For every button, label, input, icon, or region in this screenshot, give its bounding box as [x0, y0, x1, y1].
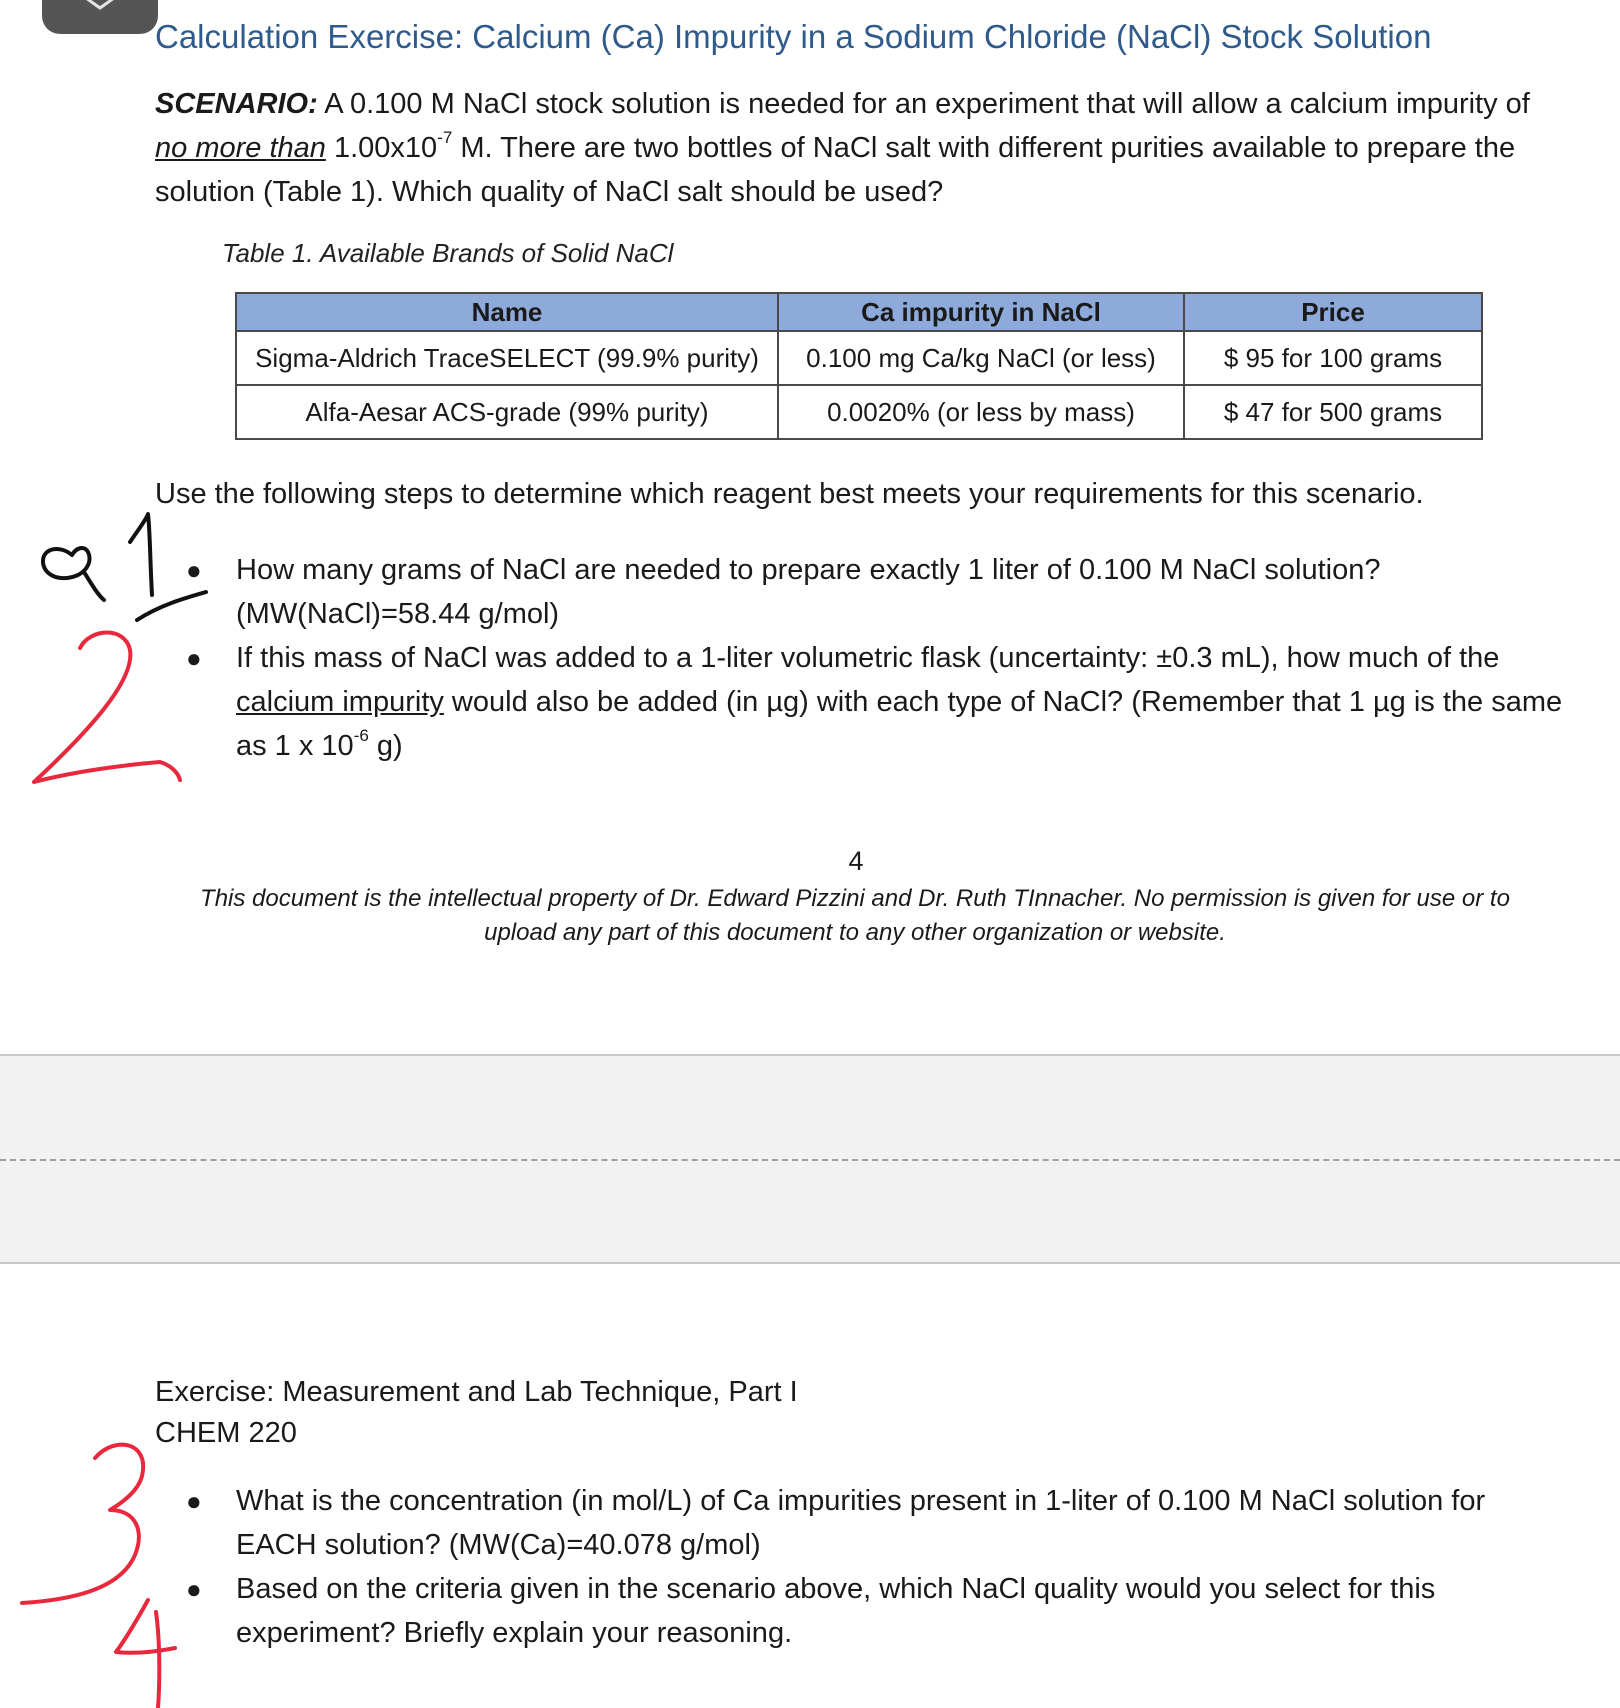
question-underlined: calcium impurity	[236, 686, 444, 718]
bullet: ●	[186, 1486, 202, 1516]
question-exponent: -6	[353, 726, 369, 746]
document-title: Calculation Exercise: Calcium (Ca) Impurity in a Sodium Chloride (NaCl) Stock Solution	[155, 18, 1432, 55]
question-text-b: would also be added (in µg) with each type of NaCl? (Remember that 1 µg is the same as 1 x 10	[236, 686, 1563, 762]
page-number: 4	[848, 846, 864, 876]
bullet: ●	[186, 1574, 202, 1604]
question-text: What is the concentration (in mol/L) of Ca impurities present in 1-liter of 0.100 M NaCl solution for EACH solution? (MW(Ca)=40.078 g/mol)	[236, 1485, 1486, 1561]
question-text-c: g)	[368, 730, 403, 762]
question-text: How many grams of NaCl are needed to prepare exactly 1 liter of 0.100 M NaCl solution? (MW(NaCl)=58.44 g/mol)	[236, 554, 1381, 630]
handwritten-4-mark	[116, 1600, 175, 1708]
scenario-exponent: -7	[437, 128, 453, 148]
table-cell: 0.100 mg Ca/kg NaCl (or less)	[778, 331, 1184, 385]
handwritten-q1-mark	[43, 514, 206, 620]
table-cell: Sigma-Aldrich TraceSELECT (99.9% purity)	[236, 331, 778, 385]
table-cell: $ 95 for 100 grams	[1184, 331, 1482, 385]
exercise-title: Exercise: Measurement and Lab Technique, Part I	[155, 1376, 798, 1408]
bullet: ●	[186, 643, 202, 673]
question-text: Based on the criteria given in the scenario above, which NaCl quality would you select for this experiment? Briefly explain your reasoning.	[236, 1573, 1436, 1649]
scenario-text-2: 1.00x10	[325, 132, 438, 164]
steps-intro: Use the following steps to determine which reagent best meets your requirements for this scenario.	[155, 478, 1424, 510]
table-cell: 0.0020% (or less by mass)	[778, 385, 1184, 439]
table-header-name: Name	[236, 293, 778, 331]
handwritten-2-mark	[34, 633, 180, 783]
table-cell: $ 47 for 500 grams	[1184, 385, 1482, 439]
handwritten-3-mark	[22, 1445, 143, 1603]
scenario-text-1: A 0.100 M NaCl stock solution is needed for an experiment that will allow a calcium impurity of	[317, 88, 1530, 120]
question-text-a: If this mass of NaCl was added to a 1-liter volumetric flask (uncertainty: ±0.3 mL), how much of the	[236, 642, 1500, 674]
table-header-price: Price	[1184, 293, 1482, 331]
table-cell: Alfa-Aesar ACS-grade (99% purity)	[236, 385, 778, 439]
scenario-text-3: M. There are two bottles of NaCl salt with different purities available to prepare the solution (Table 1). Which quality of NaCl salt should be used?	[155, 132, 1516, 208]
table-caption: Table 1. Available Brands of Solid NaCl	[222, 238, 674, 268]
course-code: CHEM 220	[155, 1417, 297, 1449]
table-header-impurity: Ca impurity in NaCl	[778, 293, 1184, 331]
bullet: ●	[186, 555, 202, 585]
scenario-emphasis: no more than	[155, 132, 326, 164]
scenario-label: SCENARIO:	[155, 88, 318, 120]
copyright-footer: This document is the intellectual property of Dr. Edward Pizzini and Dr. Ruth TInnacher. No permission is given for use or to upload any part of this document to any other organization or website.	[200, 885, 1510, 946]
